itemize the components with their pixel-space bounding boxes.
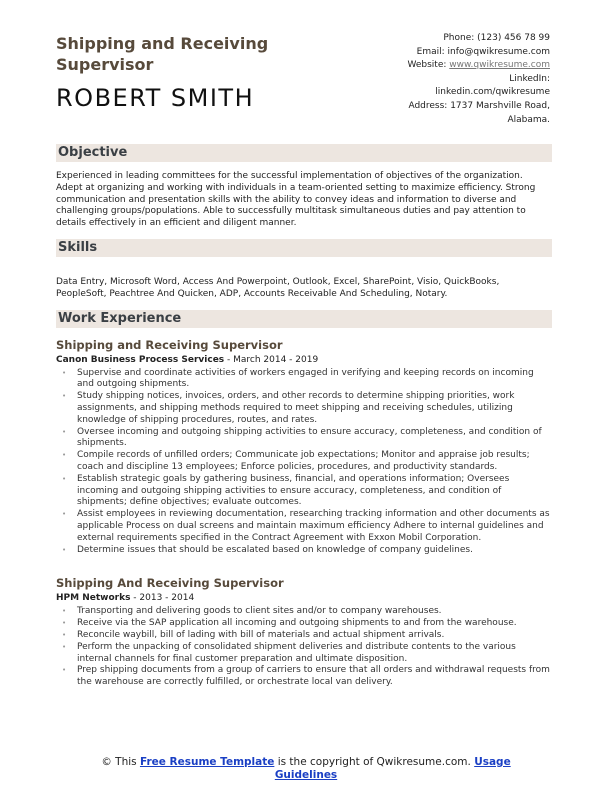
list-item: • Transporting and delivering goods to client sites and/or to company warehouses. — [62, 606, 552, 618]
job-dates: - 2013 - 2014 — [130, 593, 195, 604]
website-label: Website: — [407, 60, 450, 71]
free-resume-template-link[interactable]: Free Resume Template — [139, 756, 275, 768]
skills-text: Data Entry, Microsoft Word, Access And Powerpoint, Outlook, Excel, SharePoint, Visio, QuickBooks, PeopleSoft, Peachtree And Quicken, ADP, Accounts Receivable And Scheduling, Notary. — [56, 276, 500, 299]
job-entry — [56, 338, 552, 557]
linkedin-label: LinkedIn: — [509, 73, 550, 84]
section-heading-experience: Work Experience — [56, 310, 552, 328]
job-dates: - March 2014 - 2019 — [224, 354, 319, 365]
contact-info — [310, 32, 550, 127]
list-item: • Oversee incoming and outgoing shipping activities to ensure accuracy, completeness, and condition of shipments. — [62, 427, 552, 451]
job-entry — [56, 576, 552, 689]
contact-email: Email: info@qwikresume.com — [416, 46, 550, 57]
list-item: • Supervise and coordinate activities of workers engaged in verifying and keeping records on incoming and outgoing shipments. — [62, 368, 552, 392]
list-item: • Determine issues that should be escalated based on knowledge of company guidelines. — [62, 545, 552, 557]
job-company-line — [56, 593, 552, 603]
website-link[interactable]: www.qwikresume.com — [449, 60, 550, 71]
footer-middle: is the copyright of Qwikresume.com. — [274, 756, 475, 768]
resume-body — [56, 144, 552, 689]
list-item: • Perform the unpacking of consolidated shipment deliveries and distribute contents to the various internal channels for final customer preparation and ultimate disposition. — [62, 642, 552, 666]
list-item: • Study shipping notices, invoices, orders, and other records to determine shipping priorities, work assignments, and shipping methods required to meet shipping and receiving schedules, utilizing knowledge of shipping procedures, routes, and rates. — [62, 391, 552, 426]
company-name: Canon Business Process Services — [56, 354, 225, 365]
job-title: Shipping and Receiving Supervisor — [56, 337, 283, 352]
resume-job-title: Shipping and Receiving Supervisor — [56, 34, 269, 74]
list-item: • Compile records of unfilled orders; Communicate job expectations; Monitor and appraise job results; coach and discipline 13 employees; Enforce policies, procedures, and productivity standards. — [62, 450, 552, 474]
contact-address: Address: 1737 Marshville Road, Alabama. — [408, 100, 550, 125]
company-name: HPM Networks — [56, 593, 131, 604]
copyright-footer — [80, 756, 532, 782]
usage-guidelines-link[interactable]: Usage Guidelines — [274, 756, 511, 781]
list-item: • Receive via the SAP application all incoming and outgoing shipments to and from the warehouse. — [62, 618, 552, 630]
candidate-name: ROBERT SMITH — [56, 84, 255, 112]
job-title: Shipping And Receiving Supervisor — [56, 576, 284, 591]
job-company-line — [56, 355, 552, 365]
list-item: • Reconcile waybill, bill of lading with bill of materials and actual shipment arrivals. — [62, 630, 552, 642]
job-bullets — [62, 606, 552, 689]
contact-phone: Phone: (123) 456 78 99 — [443, 33, 550, 43]
section-heading-objective: Objective — [56, 144, 552, 162]
objective-text: Experienced in leading committees for the successful implementation of objectives of the organization. Adept at organizing and working with individuals in a team-oriented setting to maximize efficiency. Strong communication and presentation skills with the ability to convey ideas and information to diverse and challenging groups/populations. Able to successfully multitask simultaneous duties and pay attention to details effectively in an efficient and diligent manner. — [56, 171, 536, 229]
list-item: • Establish strategic goals by gathering business, financial, and operations information; Oversees incoming and outgoing shipping activities to ensure accuracy, completeness, and condition of shipments; define objectives; evaluate outcomes. — [62, 474, 552, 509]
linkedin-url: linkedin.com/qwikresume — [435, 87, 550, 98]
list-item: • Assist employees in reviewing documentation, researching tracking information and other documents as applicable Process on dual screens and maintain maximum efficiency Adhere to internal guidelines and external requirements specified in the Contract Agreement with Exxon Mobil Corporation. — [62, 509, 552, 544]
job-bullets — [62, 368, 552, 557]
section-heading-skills: Skills — [56, 239, 552, 257]
list-item: • Prep shipping documents from a group of carriers to ensure that all orders and withdrawal requests from the warehouse are correctly fulfilled, or orchestrate local van delivery. — [62, 665, 552, 689]
footer-prefix: © This — [101, 756, 140, 768]
